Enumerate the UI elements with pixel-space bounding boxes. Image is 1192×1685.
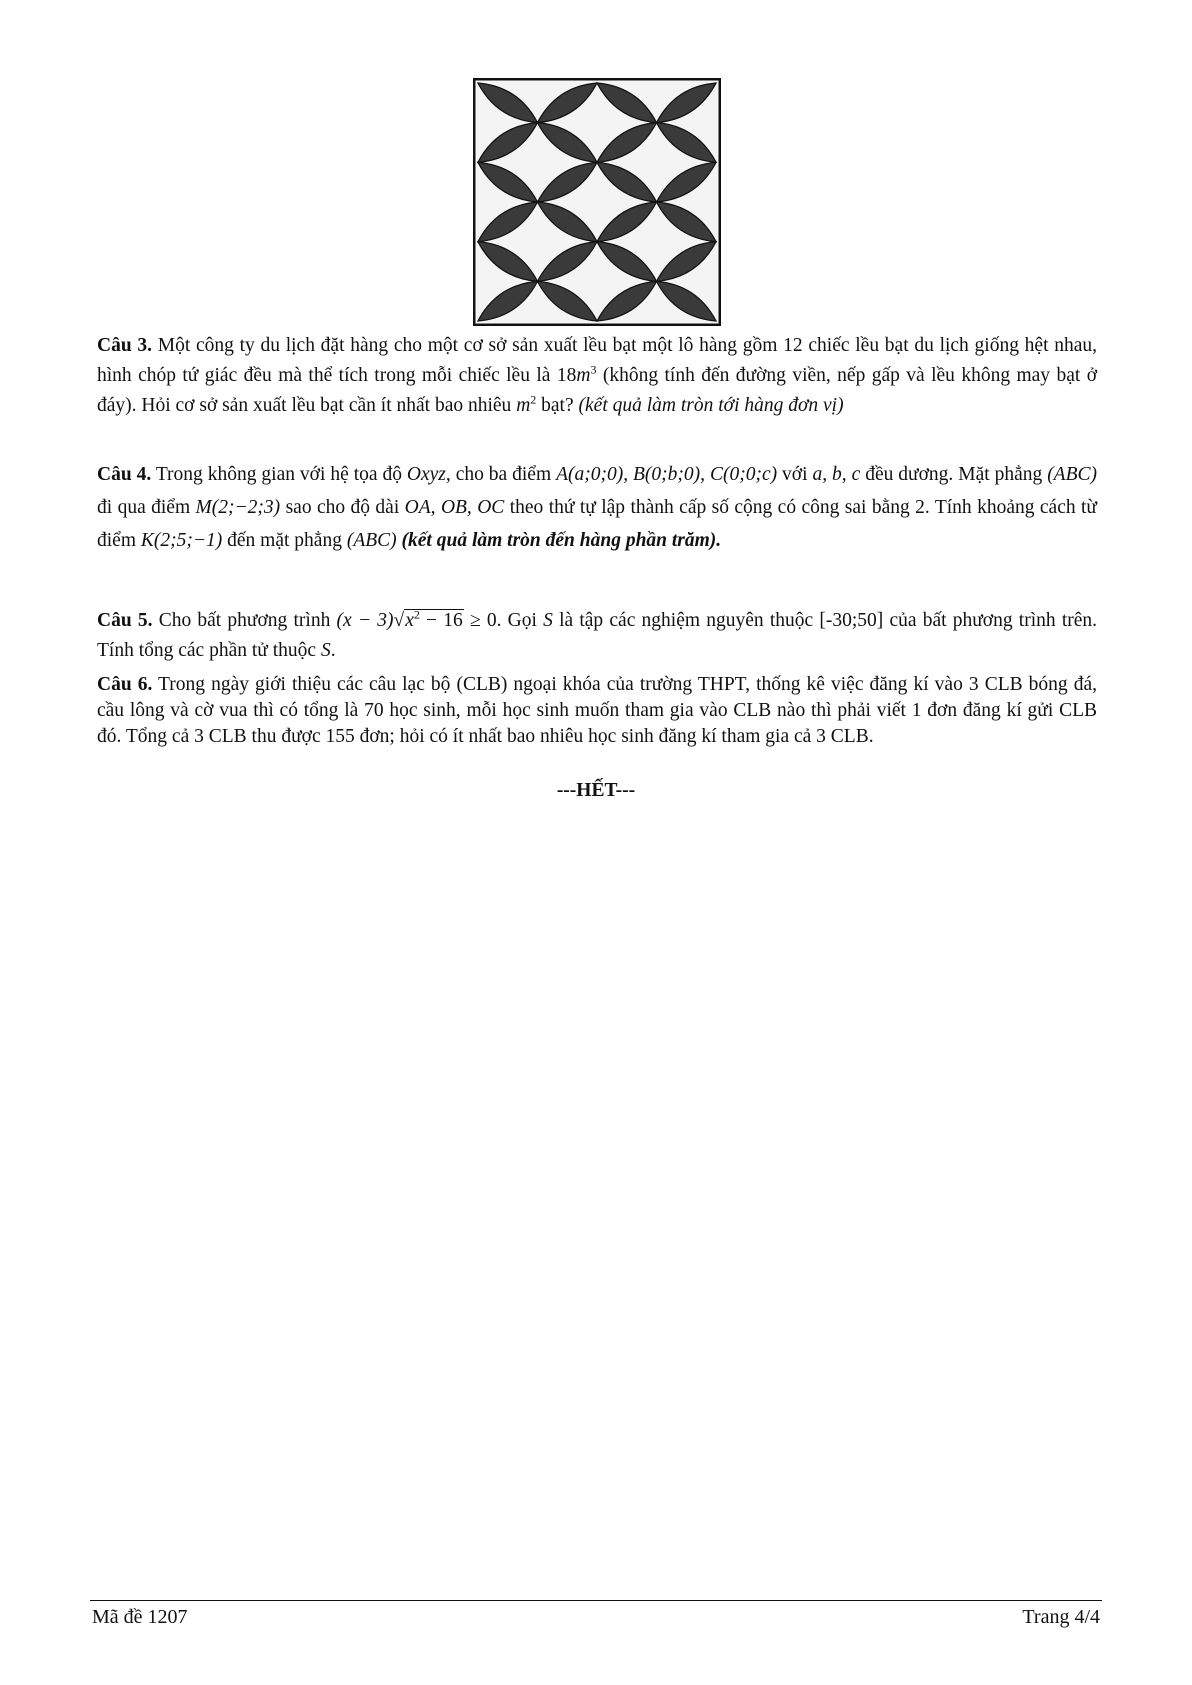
q5-inequality-right: ≥ 0 — [463, 610, 497, 631]
q5-radicand-exponent: 2 — [413, 607, 420, 622]
q3-text-1: Một công ty du lịch đặt hàng cho một cơ sở sản xuất lều bạt một lô hàng gồm 12 chiếc lều bạt du lịch giống hệt nhau, hình chóp tứ giác đều mà thể tích trong mỗi chiếc lều là — [97, 335, 1097, 386]
q3-text-3: bạt? — [536, 395, 579, 416]
q4-plane-2: (ABC) — [346, 530, 397, 551]
question-6 — [97, 672, 1097, 750]
q3-area-unit: m — [516, 395, 531, 416]
q5-radicand: x — [405, 610, 414, 631]
footer-divider — [90, 1600, 1102, 1601]
q4-plane-1: (ABC) — [1047, 464, 1098, 485]
q5-inequality-left: (x − 3) — [336, 610, 394, 631]
q4-coordinate-system: Oxyz — [406, 464, 446, 485]
q3-area-exponent: 2 — [530, 392, 537, 407]
question-5-label: Câu 5. — [97, 610, 153, 631]
q5-radical — [404, 609, 464, 631]
q4-text-2: , cho ba điểm — [445, 464, 557, 485]
q5-set-s: S — [543, 610, 553, 631]
question-3-label: Câu 3. — [97, 335, 153, 356]
q3-volume-unit: m — [576, 365, 591, 386]
q4-point-k: K(2;5;−1) — [140, 530, 223, 551]
question-4 — [97, 458, 1097, 557]
q4-text-4: đều dương. Mặt phẳng — [860, 464, 1048, 485]
question-6-label: Câu 6. — [97, 674, 153, 695]
q3-text-2: (không tính đến đường viền, nếp gấp và lều không may bạt ở đáy). Hỏi cơ sở sản xuất lều bạt cần ít nhất bao nhiêu — [97, 365, 1098, 416]
petal-pattern-square-figure-icon — [472, 78, 722, 326]
q4-text-3: với — [777, 464, 813, 485]
q4-text-6: sao cho độ dài — [280, 497, 405, 518]
q4-text-7: theo thứ tự lập thành cấp số cộng có công sai bằng 2. Tính khoảng cách từ điểm — [97, 497, 1097, 551]
question-3 — [97, 331, 1097, 421]
question-4-label: Câu 4. — [97, 464, 152, 485]
q5-radicand-rest: − 16 — [419, 610, 463, 631]
q4-point-m: M(2;−2;3) — [195, 497, 281, 518]
q5-text-3: là tập các nghiệm nguyên thuộc [-30;50] của bất phương trình trên. Tính tổng các phần tử thuộc — [97, 610, 1098, 661]
q4-text-8: đến mặt phẳng — [222, 530, 347, 551]
q5-sqrt-sign-icon: √ — [393, 610, 405, 631]
page-number: Trang 4/4 — [1022, 1606, 1100, 1628]
q4-text-5: đi qua điểm — [97, 497, 196, 518]
q5-text-2: . Gọi — [496, 610, 544, 631]
q3-volume-exponent: 3 — [590, 362, 597, 377]
q5-set-s-2: S — [320, 640, 331, 661]
q3-rounding-note: (kết quả làm tròn tới hàng đơn vị) — [578, 395, 844, 416]
q4-text-1: Trong không gian với hệ tọa độ — [151, 464, 407, 485]
q4-segments: OA, OB, OC — [404, 497, 505, 518]
q5-text-1: Cho bất phương trình — [152, 610, 337, 631]
q4-points: A(a;0;0), B(0;b;0), C(0;0;c) — [556, 464, 778, 485]
exam-code: Mã đề 1207 — [92, 1606, 188, 1628]
q4-variables: a, b, c — [812, 464, 861, 485]
q5-text-4: . — [330, 640, 336, 661]
petal-pattern-figure — [472, 78, 722, 326]
question-5 — [97, 606, 1097, 666]
end-mark: ---HẾT--- — [556, 780, 636, 801]
q6-text: Trong ngày giới thiệu các câu lạc bộ (CLB) ngoại khóa của trường THPT, thống kê việc đăng kí vào 3 CLB bóng đá, cầu lông và cờ vua thì có tổng là 70 học sinh, mỗi học sinh muốn tham gia vào CLB nào thì phải viết 1 đơn đăng kí gửi CLB đó. Tổng cả 3 CLB thu được 155 đơn; hỏi có ít nhất bao nhiêu học sinh đăng kí tham gia cả 3 CLB. — [97, 674, 1097, 747]
q4-rounding-note: (kết quả làm tròn đến hàng phần trăm). — [401, 530, 722, 551]
q3-volume-number: 18 — [556, 365, 577, 386]
